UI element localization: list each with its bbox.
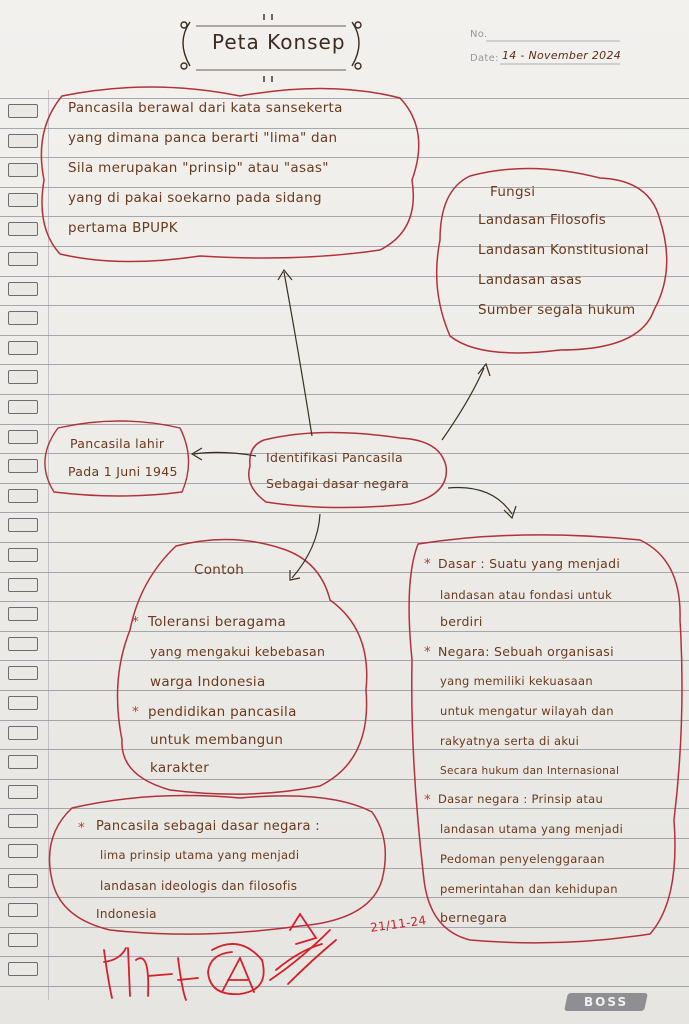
- def-2-line-3: untuk mengatur wilayah dan: [440, 704, 614, 718]
- date-value: 14 - November 2024: [502, 49, 622, 62]
- def-3-line-3: Pedoman penyelenggaraan: [440, 852, 605, 866]
- contoh-1-line-1: Toleransi beragama: [148, 614, 287, 630]
- fungsi-item-1: Landasan Filosofis: [478, 212, 607, 228]
- fungsi-item-4: Sumber segala hukum: [478, 302, 636, 318]
- pengertian-line-2: lima prinsip utama yang menjadi: [100, 848, 300, 862]
- origin-line-1: Pancasila berawal dari kata sansekerta: [68, 100, 343, 116]
- brand-text: BOSS: [584, 995, 629, 1009]
- def-1-line-2: landasan atau fondasi untuk: [440, 588, 613, 602]
- pengertian-line-1: Pancasila sebagai dasar negara :: [96, 819, 320, 834]
- pengertian-line-3: landasan ideologis dan filosofis: [100, 879, 298, 893]
- no-label: No.: [470, 29, 488, 40]
- contoh-title: Contoh: [194, 562, 245, 578]
- fungsi-item-3: Landasan asas: [478, 272, 582, 288]
- def-3-line-4: pemerintahan dan kehidupan: [440, 882, 618, 896]
- contoh-star-2: *: [132, 704, 140, 720]
- lahir-cloud: [45, 421, 189, 496]
- contoh-1-line-3: warga Indonesia: [150, 674, 266, 690]
- signature-scribble: [104, 914, 336, 1000]
- contoh-1-line-2: yang mengakui kebebasan: [150, 644, 326, 659]
- center-line-1: Identifikasi Pancasila: [266, 450, 403, 465]
- pengertian-line-4: Indonesia: [96, 907, 157, 921]
- origin-line-4: yang di pakai soekarno pada sidang: [68, 190, 322, 206]
- def-2-line-2: yang memiliki kekuasaan: [440, 674, 593, 688]
- def-3-line-2: landasan utama yang menjadi: [440, 822, 624, 836]
- fungsi-item-2: Landasan Konstitusional: [478, 242, 649, 258]
- contoh-star-1: *: [132, 614, 140, 630]
- date-label: Date:: [470, 53, 499, 64]
- def-3-line-1: Dasar negara : Prinsip atau: [438, 792, 604, 806]
- arrows: [192, 270, 516, 580]
- def-star-1: *: [424, 556, 432, 572]
- title-frame: [181, 14, 361, 82]
- lahir-line-1: Pancasila lahir: [70, 436, 165, 451]
- def-2-line-1: Negara: Sebuah organisasi: [438, 644, 614, 659]
- pengertian-star: *: [78, 820, 86, 836]
- def-2-line-4: rakyatnya serta di akui: [440, 734, 580, 748]
- def-1-line-1: Dasar : Suatu yang menjadi: [438, 556, 621, 571]
- signature-date: 21/11-24: [369, 913, 428, 935]
- fungsi-title: Fungsi: [490, 184, 536, 200]
- pengertian-cloud: [50, 796, 386, 935]
- origin-line-3: Sila merupakan "prinsip" atau "asas": [68, 160, 329, 176]
- definisi-cloud: [409, 535, 682, 943]
- def-star-3: *: [424, 792, 432, 808]
- contoh-2-line-1: pendidikan pancasila: [148, 704, 297, 720]
- page-title: Peta Konsep: [212, 30, 346, 54]
- fungsi-cloud: [437, 168, 667, 352]
- def-3-line-5: bernegara: [440, 910, 508, 925]
- contoh-2-line-2: untuk membangun: [150, 732, 284, 748]
- lahir-line-2: Pada 1 Juni 1945: [68, 464, 178, 479]
- origin-line-2: yang dimana panca berarti "lima" dan: [68, 130, 338, 146]
- def-star-2: *: [424, 644, 432, 660]
- def-1-line-3: berdiri: [440, 614, 483, 629]
- origin-cloud: [41, 87, 418, 262]
- center-cloud: [249, 432, 447, 507]
- origin-line-5: pertama BPUPK: [68, 220, 178, 236]
- def-2-line-5: Secara hukum dan Internasional: [440, 765, 620, 777]
- center-line-2: Sebagai dasar negara: [266, 476, 410, 491]
- contoh-2-line-3: karakter: [150, 760, 210, 776]
- contoh-cloud: [118, 539, 367, 794]
